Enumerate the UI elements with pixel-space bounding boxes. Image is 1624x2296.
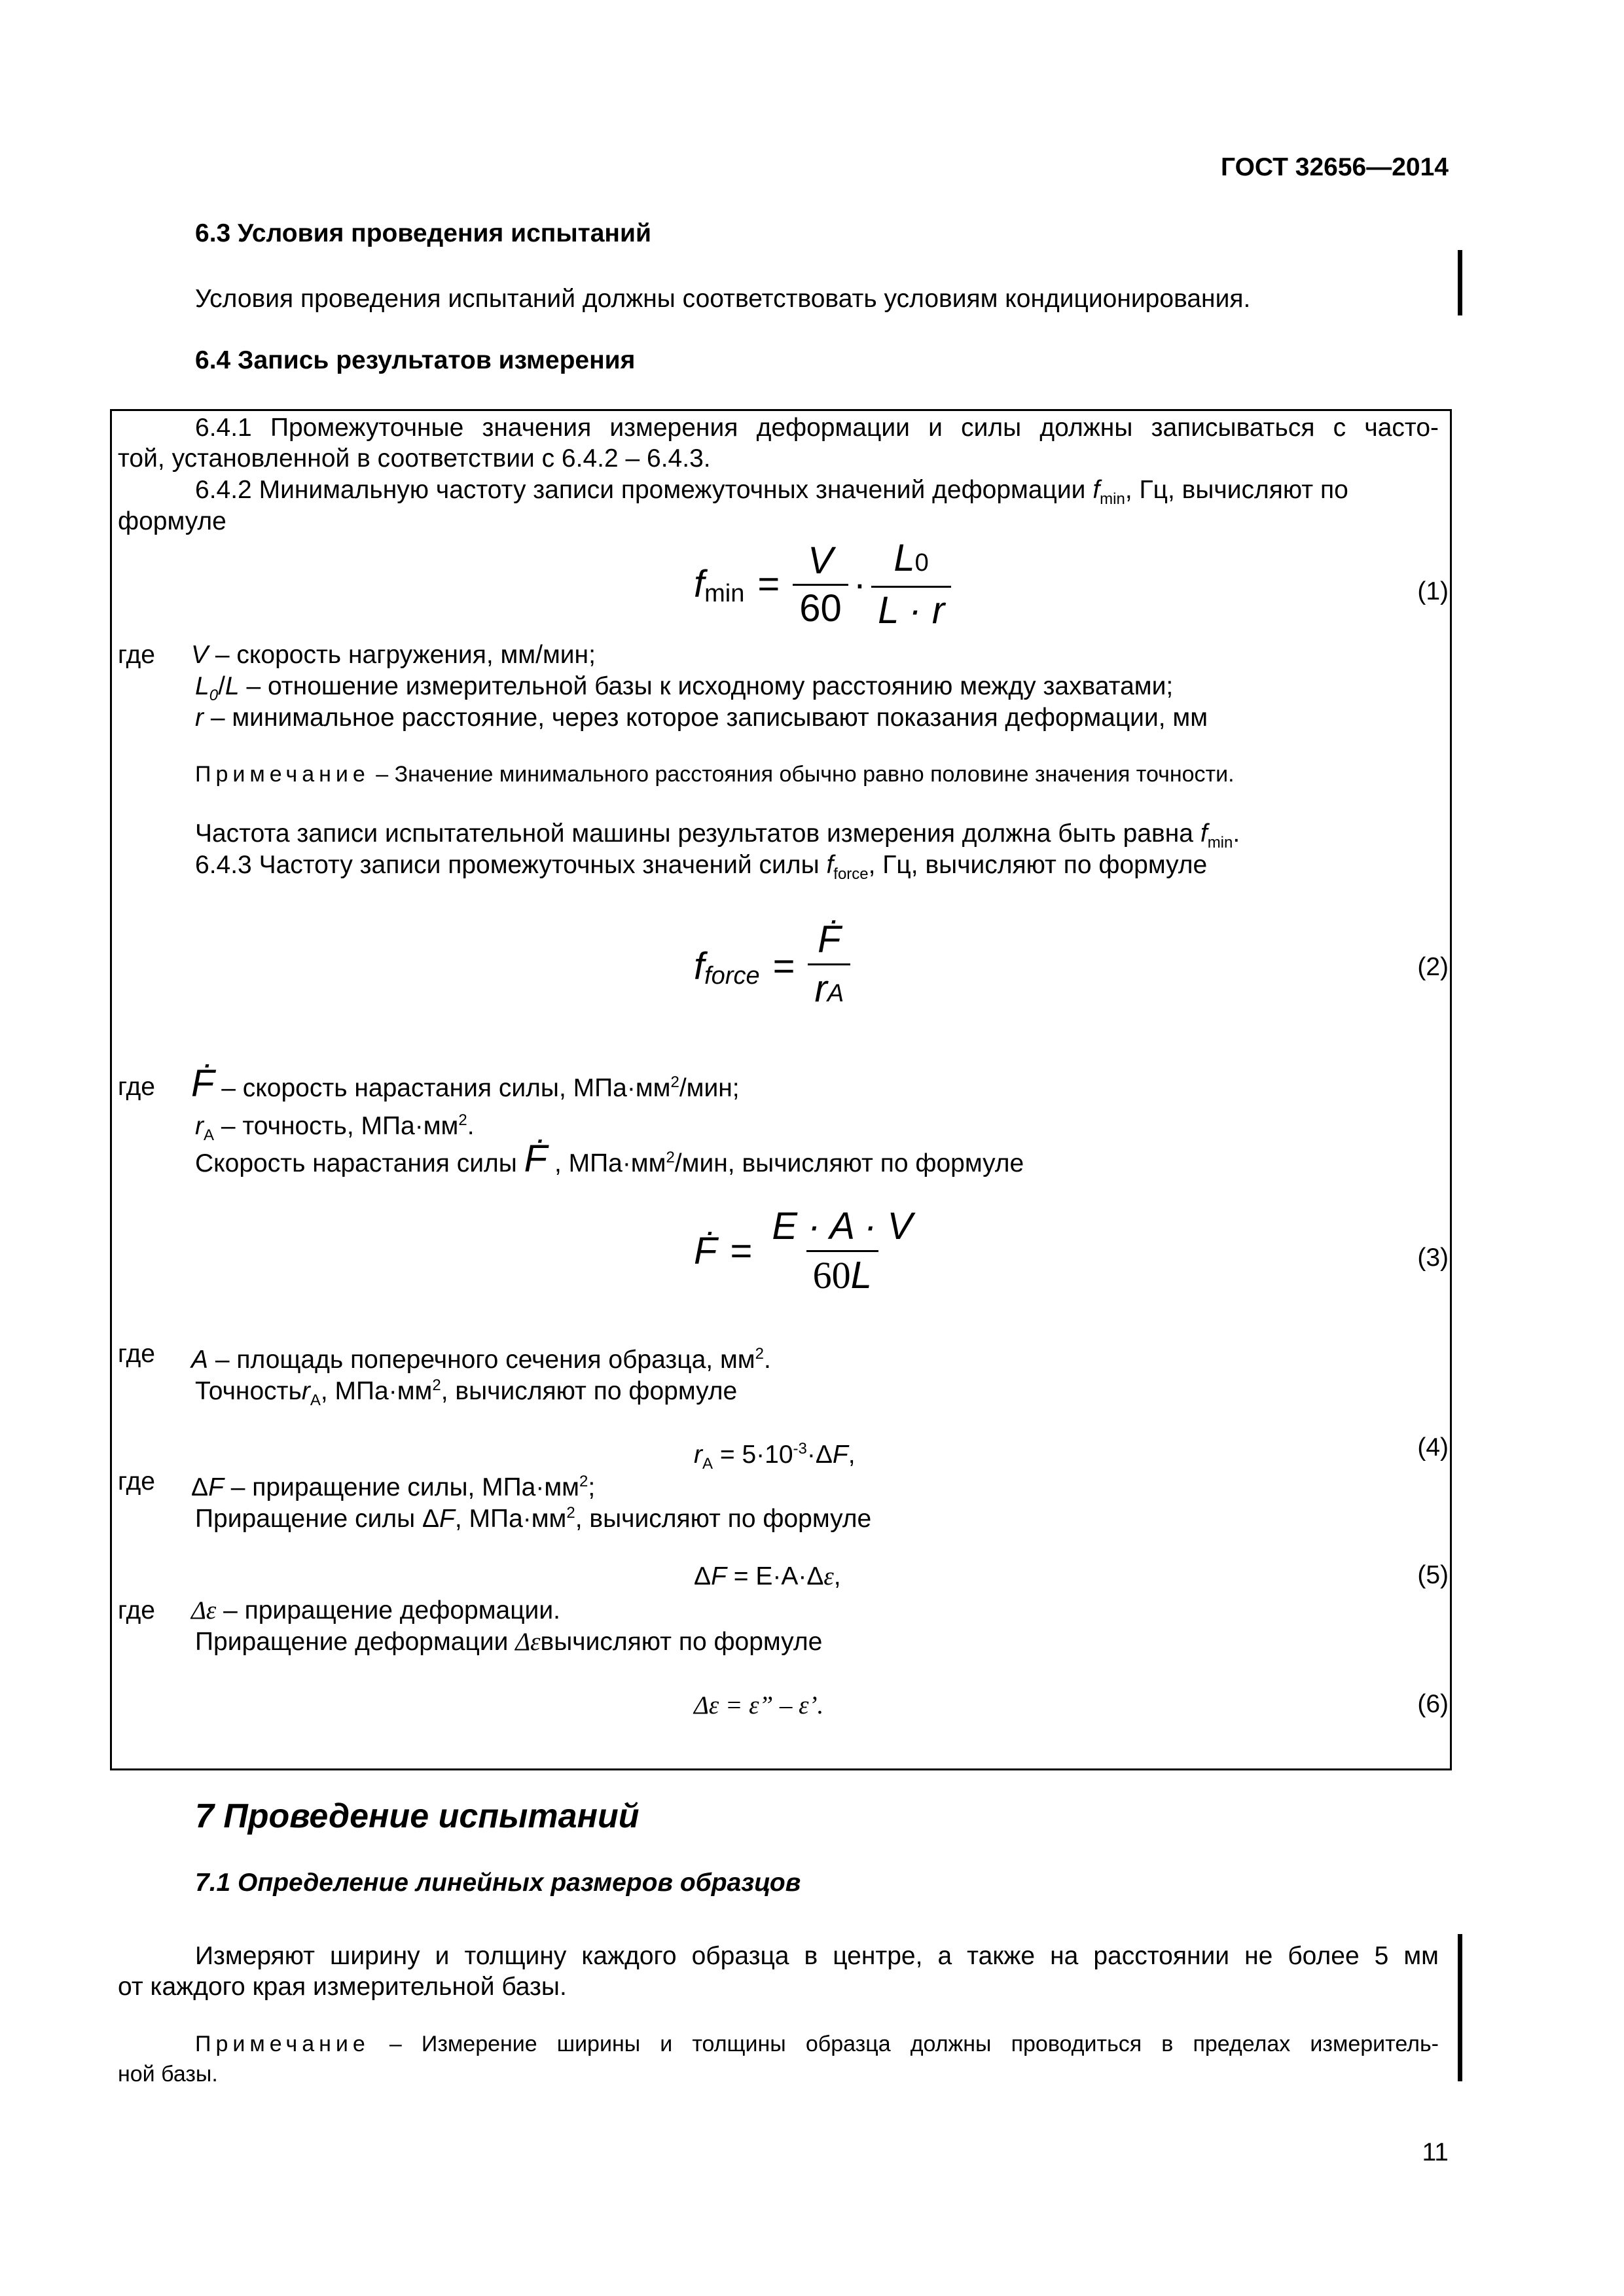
section-7-1-line1: Измеряют ширину и толщину каждого образца в центре, а также на расстоянии не более 5 мм bbox=[195, 1942, 1439, 1970]
where-strain-increment-line: Δε – приращение деформации. bbox=[191, 1596, 560, 1624]
equation-6: Δε = ε” – ε’. bbox=[694, 1691, 824, 1719]
strain-increment-formula-intro: Приращение деформации Δεвычисляют по формуле bbox=[195, 1628, 823, 1656]
document-id: ГОСТ 32656—2014 bbox=[1221, 153, 1449, 181]
equation-1: f min = $\frac{V}{60}$ · $\frac{L0}{L \cdot r}$ bbox=[694, 535, 951, 634]
note-2-line2: ной базы. bbox=[118, 2062, 218, 2087]
where-force-increment-line: ΔF – приращение силы, $МПа\cdot мм^2$; bbox=[191, 1473, 596, 1501]
section-7-1-line2: от каждого края измерительной базы. bbox=[118, 1973, 567, 2001]
change-bar bbox=[1458, 1934, 1462, 2081]
where-label: где bbox=[118, 1467, 155, 1496]
section-6-4-heading: 6.4 Запись результатов измерения bbox=[195, 346, 636, 374]
where-label: где bbox=[118, 1596, 155, 1624]
rate-formula-intro: Скорость нарастания силы Ḟ , $МПа\cdot мм^2$/мин, вычисляют по формуле bbox=[195, 1138, 1024, 1180]
equation-3: Ḟ = $\frac{E \cdot A \cdot V}{60L}$ bbox=[694, 1203, 919, 1299]
where-l-line: $L_0/L$ – отношение измерительной базы к исходному расстоянию между захватами; bbox=[195, 672, 1174, 704]
equation-6-number: (6) bbox=[1417, 1690, 1449, 1718]
section-7-1-heading: 7.1 Определение линейных размеров образцов bbox=[195, 1869, 801, 1897]
equation-4: $r_A = 5\cdot 10^{-3}\cdot\Delta F$, bbox=[694, 1440, 856, 1473]
section-6-3-heading: 6.3 Условия проведения испытаний bbox=[195, 219, 651, 247]
where-label: где bbox=[118, 1340, 155, 1368]
paragraph-6-4-3: 6.4.3 Частоту записи промежуточных значений силы $f_{force}$, Гц, вычисляют по формуле bbox=[195, 851, 1208, 883]
accuracy-formula-intro: Точностьr$_A$, $МПа\cdot мм^2$, вычисляют по формуле bbox=[195, 1376, 738, 1409]
equation-2: f force = $\frac{\text{Ḟ}}{rA}$ bbox=[694, 916, 850, 1017]
where-area-line: A – площадь поперечного сечения образца, $мм^2$. bbox=[191, 1345, 771, 1374]
change-bar bbox=[1458, 250, 1462, 315]
paragraph-6-4-2-line2: формуле bbox=[118, 507, 226, 535]
equation-2-number: (2) bbox=[1417, 953, 1449, 981]
note-2-line1: Примечание – Измерение ширины и толщины образца должны проводиться в пределах измеритель- bbox=[195, 2032, 1439, 2056]
equation-4-number: (4) bbox=[1417, 1433, 1449, 1462]
where-label: где bbox=[118, 1073, 155, 1101]
note-1: Примечание – Значение минимального расстояния обычно равно половине значения точности. bbox=[195, 762, 1235, 787]
where-label: где bbox=[118, 641, 155, 669]
paragraph-6-4-1-line2: той, установленной в соответствии с 6.4.2 – 6.4.3. bbox=[118, 444, 711, 473]
equation-5-number: (5) bbox=[1417, 1561, 1449, 1589]
where-r-line: r – минимальное расстояние, через которое записывают показания деформации, мм bbox=[195, 704, 1208, 732]
page-number: 11 bbox=[1422, 2138, 1449, 2166]
force-increment-formula-intro: Приращение силы ΔF, $МПа\cdot мм^2$, вычисляют по формуле bbox=[195, 1504, 872, 1533]
equation-1-number: (1) bbox=[1417, 577, 1449, 605]
equation-3-number: (3) bbox=[1417, 1244, 1449, 1272]
where-v-line: V – скорость нагружения, мм/мин; bbox=[191, 641, 596, 669]
section-6-3-text: Условия проведения испытаний должны соответствовать условиям кондиционирования. bbox=[195, 285, 1251, 313]
section-7-heading: 7 Проведение испытаний bbox=[195, 1797, 640, 1835]
paragraph-6-4-2-line1: 6.4.2 Минимальную частоту записи промежуточных значений деформации $f_{min}$, Гц, вычисляют по bbox=[195, 476, 1348, 508]
frequency-line: Частота записи испытательной машины результатов измерения должна быть равна $f_{min}$. bbox=[195, 819, 1240, 852]
where-accuracy-line: $r_A$ – точность, $МПа\cdot мм^2$. bbox=[195, 1111, 475, 1144]
paragraph-6-4-1-line1: 6.4.1 Промежуточные значения измерения деформации и силы должны записываться с часто- bbox=[195, 414, 1439, 442]
equation-5: ΔF = E·A·Δε, bbox=[694, 1562, 841, 1590]
where-force-rate-line: Ḟ – скорость нарастания силы, $МПа\cdot мм^2$/мин; bbox=[191, 1062, 740, 1105]
